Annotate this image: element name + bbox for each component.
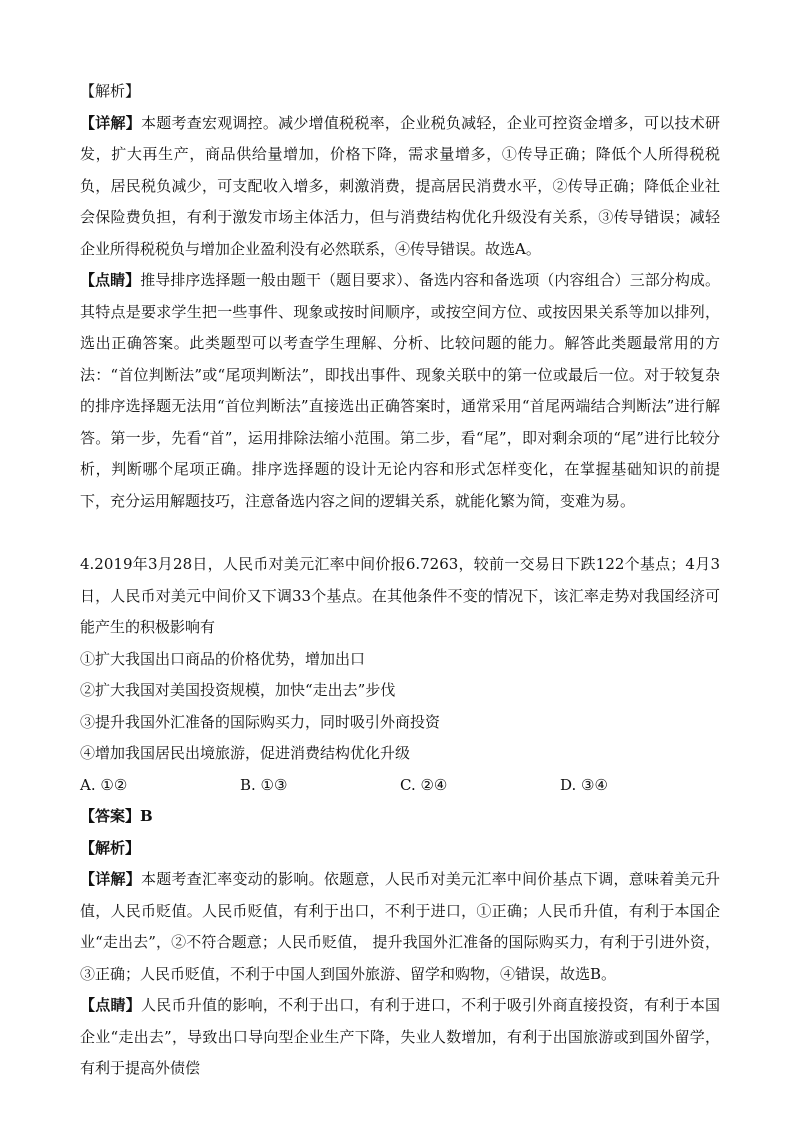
option-d: D. ③④ bbox=[560, 775, 608, 794]
detail-paragraph-q4 bbox=[80, 864, 720, 990]
statement-item-1: ①扩大我国出口商品的价格优势，增加出口 bbox=[80, 649, 366, 668]
detail-text: 本题考查宏观调控。减少增值税税率，企业税负减轻，企业可控资金增多，可以技术研发，扩大再生产，商品供给量增加，价格下降，需求量增多，①传导正确；降低个人所得税税负，居民税负减少，可支配收入增多，刺激消费，提高居民消费水平，②传导正确；降低企业社会保险费负担，有利于激发市场主体活力，但与消费结构优化升级没有关系，③传导错误；减轻企业所得税税负与增加企业盈利没有必然联系，④传导错误。故选A。 bbox=[80, 113, 720, 258]
comment-paragraph bbox=[80, 265, 720, 517]
comment-text-q4: 人民币升值的影响，不利于出口，有利于进口，不利于吸引外商直接投资，有利于本国企业“走出去”，导致出口导向型企业生产下降，失业人数增加，有利于出国旅游或到国外留学，有利于提高外债偿 bbox=[80, 996, 720, 1077]
detail-tag: 【详解】 bbox=[80, 113, 141, 132]
statement-item-2: ②扩大我国对美国投资规模，加快“走出去”步伐 bbox=[80, 681, 396, 699]
answer-options bbox=[80, 770, 720, 802]
statement-item-4: ④增加我国居民出境旅游，促进消费结构优化升级 bbox=[80, 744, 411, 762]
comment-tag: 【点睛】 bbox=[80, 271, 141, 289]
detail-tag-q4: 【详解】 bbox=[80, 870, 141, 888]
document-page bbox=[80, 76, 720, 1085]
statement-item-3: ③提升我国外汇准备的国际购买力，同时吸引外商投资 bbox=[80, 712, 441, 731]
answer-line: 【答案】B bbox=[80, 807, 153, 825]
spacer bbox=[80, 517, 720, 549]
option-a: A. ①② bbox=[80, 775, 128, 794]
option-b: B. ①③ bbox=[240, 775, 288, 794]
comment-text: 推导排序选择题一般由题干（题目要求）、备选内容和备选项（内容组合）三部分构成。其特点是要求学生把一些事件、现象或按时间顺序，或按空间方位、或按因果关系等加以排列，选出正确答案。此类题型可以考查学生理解、分析、比较问题的能力。解答此类题最常用的方法：“首位判断法”或“尾项判断法”，即找出事件、现象关联中的第一位或最后一位。对于较复杂的排序选择题无法用“首位判断法”直接选出正确答案时，通常采用“首尾两端结合判断法”进行解答。第一步，先看“首”，运用排除法缩小范围。第二步，看“尾”，即对剩余项的“尾”进行比较分析，判断哪个尾项正确。排序选择题的设计无论内容和形式怎样变化，在掌握基础知识的前提下，充分运用解题技巧，注意备选内容之间的逻辑关系，就能化繁为简，变难为易。 bbox=[80, 271, 720, 510]
comment-tag-q4: 【点睛】 bbox=[80, 996, 141, 1014]
analysis-header: 【解析】 bbox=[80, 82, 141, 100]
question-stem: 4.2019年3月28日，人民币对美元汇率中间价报6.7263，较前一交易日下跌122个基点；4月3日，人民币对美元中间价又下调33个基点。在其他条件不变的情况下，该汇率走势对我国经济可能产生的积极影响有 bbox=[80, 555, 720, 636]
comment-paragraph-q4 bbox=[80, 990, 720, 1085]
detail-paragraph bbox=[80, 108, 720, 266]
option-c: C. ②④ bbox=[400, 775, 448, 794]
detail-text-q4: 本题考查汇率变动的影响。依题意，人民币对美元汇率中间价基点下调，意味着美元升值，人民币贬值。人民币贬值，有利于出口，不利于进口，①正确；人民币升值，有利于本国企业“走出去”，②不符合题意；人民币贬值， 提升我国外汇准备的国际购买力，有利于引进外资，③正确；人民币贬值，不利于中国人到国外旅游、留学和购物，④错误，故选B。 bbox=[80, 870, 720, 983]
analysis-header-q4: 【解析】 bbox=[80, 838, 141, 857]
